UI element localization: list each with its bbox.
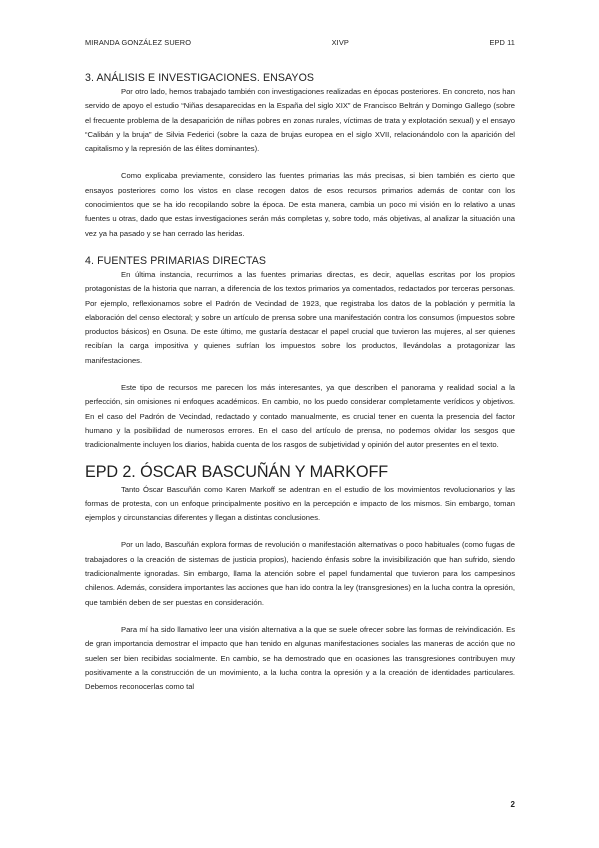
paragraph: Por un lado, Bascuñán explora formas de revolución o manifestación alternativas o poco habituales (como fugas de trabajadores o la creación de sistemas de justicia propios), haciendo énfasis sobre la invisibilización que han sufrido, siendo tradicionalmente ignoradas. Sin embargo, llama la atención sobre el papel fundamental que tuvieron para los campesinos chilenos. Además, considera importantes las acciones que han ido contra la ley (transgresiones) en la lucha contra la opresión, que también deben de ser puestas en consideración.	[85, 540, 515, 607]
page-header	[85, 38, 515, 47]
paragraph: Para mí ha sido llamativo leer una visión alternativa a la que se suele ofrecer sobre las formas de reivindicación. Es de gran importancia demostrar el impacto que han tenido en algunas manifestaciones sociales las maneras de acción que no suelen ser bien recibidas socialmente. En cambio, se ha demostrado que en ocasiones las transgresiones contribuyen muy positivamente a la construcción de un movimiento, a la lucha contra la opresión y a la creación de identidades particulares. Debemos reconocerlas como tal	[85, 624, 515, 692]
header-author: MIRANDA GONZÁLEZ SUERO	[85, 38, 192, 47]
header-course: XIVP	[331, 38, 349, 47]
paragraph: Como explicaba previamente, considero las fuentes primarias las más precisas, si bien también es cierto que ensayos posteriores como los vistos en clase recogen datos de esos recursos primarios además de contar con los conocimientos que se ha ido recopilando sobre la época. De esta manera, cambia un poco mi visión en lo relativo a unas fuentes u otras, dado que estas investigaciones serán más completas y, sobre todo, más objetivas, al analizar la situación una vez ya ha pasado y se han cerrado las heridas.	[85, 171, 515, 238]
paragraph: Por otro lado, hemos trabajado también con investigaciones realizadas en épocas posteriores. En concreto, nos han servido de apoyo el estudio “Niñas desaparecidas en la España del siglo XIX” de Francisco Beltrán y Domingo Gallego (sobre el frecuente problema de la desaparición de niñas pobres en zonas rurales, víctimas de trata y explotación sexual) y el ensayo “Calibán y la bruja” de Silvia Federici (sobre la caza de brujas europea en el siglo XVII, relacionándolo con la aparición del capitalismo y la represión de las élites dominantes).	[85, 87, 515, 154]
header-label: EPD 11	[489, 38, 515, 47]
paragraph: En última instancia, recurrimos a las fuentes primarias directas, es decir, aquellas escritas por los propios protagonistas de la historia que narran, a diferencia de los textos primarios ya comentados, redactados por terceras personas. Por ejemplo, reflexionamos sobre el Padrón de Vecindad de 1923, que registraba los datos de la población y permitía la elaboración del censo electoral; y sobre un artículo de prensa sobre una manifestación contra los consumos (impuestos sobre productos básicos) en Osuna. De este último, me gustaría destacar el papel crucial que tuvieron las mujeres, al ser quienes recibían la carga impositiva y quienes sufrían los impuestos sobre los productos, llevándolas a protagonizar las manifestaciones.	[85, 269, 515, 365]
page-content	[85, 71, 515, 694]
paragraph: Este tipo de recursos me parecen los más interesantes, ya que describen el panorama y realidad social a la perfección, sin omisiones ni enfoques académicos. En cambio, no los puedo considerar completamente verídicos y objetivos. En el caso del Padrón de Vecindad, redactado y contado manualmente, es crucial tener en cuenta la presencia del factor humano y la posibilidad de numerosos errores. En el caso del artículo de prensa, no podemos olvidar los sesgos que tradicionalmente incluyen los diarios, habida cuenta de los rasgos de subjetividad y opinión del autor presentes en el texto.	[85, 383, 515, 450]
section-heading-analisis: 3. ANÁLISIS E INVESTIGACIONES. ENSAYOS	[85, 72, 315, 84]
paragraph: Tanto Óscar Bascuñán como Karen Markoff se adentran en el estudio de los movimientos revolucionarios y las formas de protesta, con un enfoque principalmente positivo en la percepción e impacto de los mismos. Sin embargo, toman ejemplos y circunstancias diferentes y llegan a distintas conclusiones.	[85, 484, 515, 523]
page-number: 2	[510, 800, 515, 809]
epd-heading: EPD 2. ÓSCAR BASCUÑÁN Y MARKOFF	[85, 462, 389, 481]
section-heading-fuentes: 4. FUENTES PRIMARIAS DIRECTAS	[85, 254, 267, 267]
